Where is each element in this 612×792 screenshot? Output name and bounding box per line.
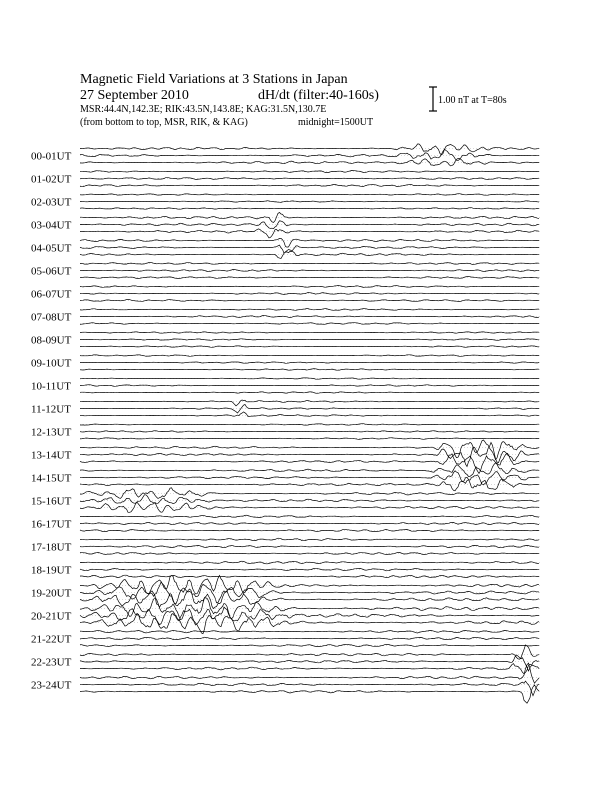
hour-label: 12-13UT <box>31 426 72 439</box>
trace-rik <box>80 316 539 318</box>
trace-rik <box>80 637 539 640</box>
trace-msr <box>80 250 539 259</box>
scale-bar-label: 1.00 nT at T=80s <box>438 95 507 106</box>
trace-rik <box>80 293 539 295</box>
trace-kag <box>80 309 539 311</box>
hour-row <box>31 630 540 646</box>
hour-label: 07-08UT <box>31 311 72 324</box>
trace-msr <box>80 323 539 325</box>
trace-rik <box>80 385 539 387</box>
hour-label: 21-22UT <box>31 633 72 646</box>
hour-label: 22-23UT <box>31 656 72 669</box>
hour-label: 00-01UT <box>31 150 72 163</box>
trace-kag <box>80 538 539 541</box>
hour-label: 11-12UT <box>31 403 71 416</box>
trace-msr <box>80 529 539 531</box>
hour-row <box>31 378 540 394</box>
hour-row <box>31 238 540 258</box>
hour-label: 06-07UT <box>31 288 72 301</box>
trace-kag <box>80 663 539 683</box>
hour-label: 05-06UT <box>31 265 72 278</box>
trace-msr <box>80 229 539 238</box>
hour-row <box>31 171 540 187</box>
trace-msr <box>80 412 539 417</box>
hour-row <box>31 400 540 417</box>
hour-label: 08-09UT <box>31 334 72 347</box>
trace-rik <box>80 681 539 696</box>
hour-label: 13-14UT <box>31 449 72 462</box>
hour-label: 17-18UT <box>31 541 72 554</box>
station-order-note: (from bottom to top, MSR, RIK, & KAG) <box>80 117 248 128</box>
trace-kag <box>80 378 539 379</box>
trace-rik <box>80 269 539 271</box>
hour-label: 02-03UT <box>31 196 72 209</box>
hour-label: 01-02UT <box>31 173 72 186</box>
hour-row <box>31 488 540 513</box>
hour-row <box>31 355 540 370</box>
trace-rik <box>80 522 539 524</box>
trace-rik <box>80 568 539 571</box>
hour-row <box>31 194 540 210</box>
trace-msr <box>80 392 539 394</box>
hour-label: 20-21UT <box>31 610 72 623</box>
hour-label: 10-11UT <box>31 380 71 393</box>
hour-row <box>31 309 540 325</box>
hour-row <box>31 575 540 608</box>
chart-title: Magnetic Field Variations at 3 Stations in Japan <box>80 72 348 87</box>
hour-label: 14-15UT <box>31 472 72 485</box>
hour-label: 04-05UT <box>31 242 72 255</box>
trace-kag <box>80 262 539 264</box>
hour-row <box>31 332 540 348</box>
trace-msr <box>80 575 539 578</box>
trace-kag <box>80 424 539 426</box>
trace-kag <box>80 355 539 357</box>
hour-row <box>31 598 540 634</box>
trace-rik <box>80 339 539 341</box>
hour-label: 18-19UT <box>31 564 72 577</box>
hour-label: 09-10UT <box>31 357 72 370</box>
trace-msr <box>80 159 539 166</box>
trace-msr <box>80 685 539 703</box>
trace-kag <box>80 238 539 247</box>
hour-label: 03-04UT <box>31 219 72 232</box>
hour-label: 23-24UT <box>31 679 72 692</box>
trace-rik <box>80 545 539 547</box>
trace-msr <box>80 502 539 512</box>
trace-rik <box>80 245 539 253</box>
trace-kag <box>80 575 539 594</box>
hour-row <box>31 213 540 238</box>
hour-row <box>31 144 540 166</box>
trace-msr <box>80 369 539 371</box>
trace-kag <box>80 286 539 288</box>
hour-label: 15-16UT <box>31 495 72 508</box>
hour-row <box>31 262 540 278</box>
trace-rik <box>80 221 539 229</box>
trace-kag <box>80 463 539 477</box>
hour-row <box>31 463 540 491</box>
chart-quantity: dH/dt (filter:40-160s) <box>258 88 379 103</box>
trace-msr <box>80 552 539 554</box>
trace-rik <box>80 405 539 414</box>
station-coordinates: MSR:44.4N,142.3E; RIK:43.5N,143.8E; KAG:31.5N,130.7E <box>80 104 327 115</box>
scale-bar <box>429 87 437 111</box>
trace-msr <box>80 185 539 187</box>
trace-kag <box>80 645 539 659</box>
hour-row <box>31 538 540 554</box>
hour-label: 19-20UT <box>31 587 72 600</box>
trace-kag <box>80 488 539 499</box>
hour-label: 16-17UT <box>31 518 72 531</box>
trace-msr <box>80 346 539 348</box>
hour-row <box>31 561 540 578</box>
trace-kag <box>80 515 539 517</box>
trace-rik <box>80 201 539 203</box>
hour-row <box>31 515 540 531</box>
trace-kag <box>80 194 539 196</box>
chart-date: 27 September 2010 <box>80 88 189 103</box>
hour-row <box>31 424 540 440</box>
trace-kag <box>80 171 539 173</box>
hour-row <box>31 286 540 302</box>
hour-row <box>31 440 540 473</box>
trace-rik <box>80 362 539 363</box>
trace-kag <box>80 400 539 406</box>
trace-rik <box>80 431 539 433</box>
trace-msr <box>80 438 539 440</box>
midnight-note: midnight=1500UT <box>298 117 374 128</box>
trace-rik <box>80 495 539 504</box>
trace-msr <box>80 300 539 302</box>
hour-row <box>31 645 540 674</box>
